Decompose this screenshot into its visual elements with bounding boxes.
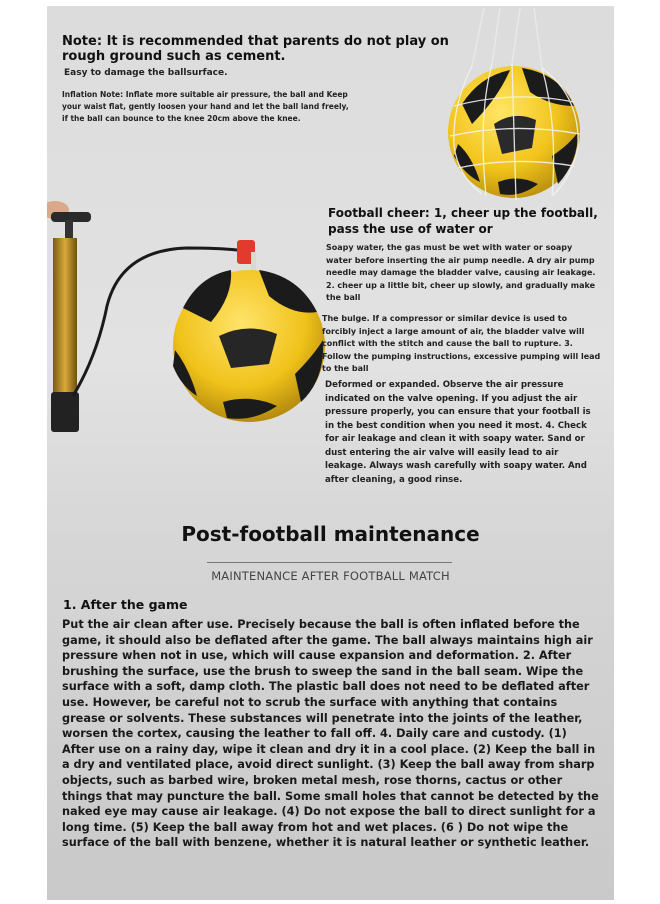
maintenance-body: Put the air clean after use. Precisely because the ball is often inflated before the game, it should also be deflated after the game. The ball always maintains high air pressure when not in use, which will cause expansion and deformation. 2. After brushing the surface, use the brush to sweep the sand in the ball seam. Wipe the surface with a soft, damp cloth. The plastic ball does not need to be deflated after use. However, be careful not to scrub the surface with anything that contains grease or solvents. These substances will penetrate into the joints of the leather, worsen the cortex, causing the leather to fall off. 4. Daily care and custody. (1) After use on a rainy day, wipe it clean and dry it in a cool place. (2) Keep the ball in a dry and ventilated place, avoid direct sunlight. (3) Keep the ball away from sharp objects, such as barbed wire, broken metal mesh, rose thorns, cactus or other things that may puncture the ball. Some small holes that cannot be detected by the naked eye may cause air leakage. (4) Do not expose the ball to direct sunlight for a long time. (5) Keep the ball away from hot and wet places. (6 ) Do not wipe the surface of the ball with benzene, whether it is natural leather or synthetic leather. — [62, 618, 599, 850]
after-game-heading: 1. After the game — [63, 597, 188, 612]
cheer-paragraph-3: Deformed or expanded. Observe the air pressure indicated on the valve opening. If you adjust the air pressure properly, you can ensure that your football is in the best condition when you need it most. 4. Check for air leakage and clean it with soapy water. Sand or dust entering the air valve will easily lead to air leakage. Always wash carefully with soapy water. And after cleaning, a good rinse. — [325, 380, 591, 485]
cheer-paragraph-1: Soapy water, the gas must be wet with water or soapy water before inserting the air pump needle. A dry air pump needle may damage the bladder valve, causing air leakage. 2. cheer up a little bit, cheer up slowly, and gradually make the ball — [326, 243, 596, 302]
cheer-heading: Football cheer: 1, cheer up the football, pass the use of water or — [328, 206, 598, 236]
section-subtitle: MAINTENANCE AFTER FOOTBALL MATCH — [211, 569, 450, 583]
section-title: Post-football maintenance — [181, 522, 480, 546]
net-strings — [472, 8, 542, 68]
football-in-net-image — [402, 6, 614, 206]
note-subtext: Easy to damage the ballsurface. — [64, 68, 228, 78]
section-divider — [207, 562, 452, 563]
pump-and-football-image — [47, 196, 337, 446]
inflation-note: Inflation Note: Inflate more suitable air pressure, the ball and Keep your waist flat, gently loosen your hand and let the ball land freely, if the ball can bounce to the knee 20cm above the knee. — [62, 90, 349, 123]
cheer-paragraph-2: The bulge. If a compressor or similar device is used to forcibly inject a large amount of air, the bladder valve will conflict with the stitch and cause the ball to rupture. 3. Follow the pumping instructions, excessive pumping will lead to the ball — [322, 314, 601, 373]
product-detail-panel — [47, 6, 614, 900]
note-heading: Note: It is recommended that parents do not play on rough ground such as cement. — [62, 34, 449, 64]
football-icon — [173, 270, 325, 422]
